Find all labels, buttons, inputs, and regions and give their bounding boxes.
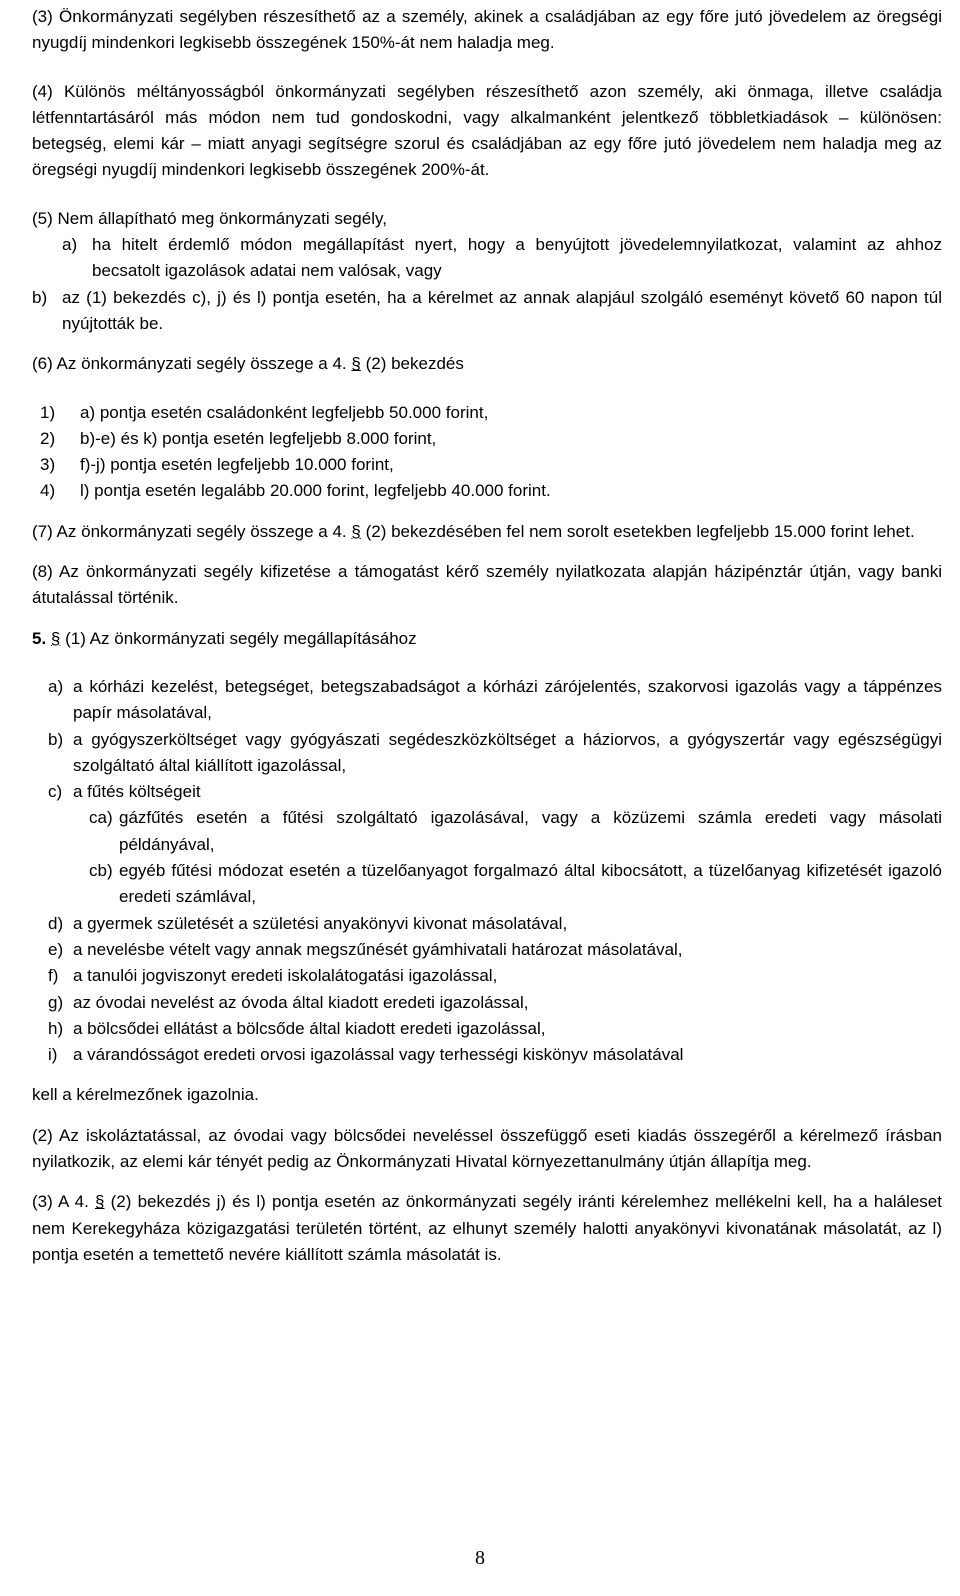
page-number: 8 [475, 1547, 485, 1569]
amount-list [32, 400, 942, 505]
section-sign: § [351, 354, 361, 374]
list-item: a) a kórházi kezelést, betegséget, betegszabadságot a kórházi zárójelentés, szakorvosi igazolás vagy a táppénzes papír másolatával, [48, 676, 942, 723]
list-item: c) a fűtés költségeit [48, 782, 201, 802]
list-item: cb) egyéb fűtési módozat esetén a tüzelőanyagot forgalmazó által kibocsátott, a tüzelőanyag kifizetését igazoló eredeti számlával, [89, 861, 942, 907]
list-item: f) a tanulói jogviszonyt eredeti iskolalátogatási igazolással, [48, 966, 498, 986]
list-text: ha hitelt érdemlő módon megállapítást nyert, hogy a benyújtott jövedelemnyilatkozat, valamint az ahhoz becsatolt igazolások adatai nem valósak, vagy [92, 235, 942, 281]
section-5-heading: 5. § (1) Az önkormányzati segély megállapításához [32, 628, 417, 648]
paragraph-8: (8) Az önkormányzati segély kifizetése a támogatást kérő személy nyilatkozata alapján házipénztár útján, vagy banki átutalással történik. [32, 562, 942, 608]
list-item: 3) f)-j) pontja esetén legfeljebb 10.000 forint, [40, 455, 394, 475]
paragraph-4: (4) Különös méltányosságból önkormányzati segélyben részesíthető azon személy, aki önmaga, illetve családja létfenntartásáról más módon nem tud gondoskodni, vagy alkalmanként jelentkező többletkiadások – különösen: betegség, elemi kár – miatt anyagi segítségre szorul és családjában az egy főre jutó jövedelem nem haladja meg az öregségi nyugdíj mindenkori legkisebb összegének 200%-át. [32, 81, 942, 180]
list-item: ca) gázfűtés esetén a fűtési szolgáltató igazolásával, vagy a közüzemi számla eredeti vagy másolati példányával, [89, 808, 942, 854]
section-sign: § [94, 1192, 105, 1212]
list-item: h) a bölcsődei ellátást a bölcsőde által kiadott eredeti igazolással, [48, 1018, 546, 1038]
section-5-closing: kell a kérelmezőnek igazolnia. [32, 1085, 259, 1105]
document-page [32, 4, 942, 1268]
list-label: b) [32, 287, 48, 307]
list-item: i) a várandósságot eredeti orvosi igazolással vagy terhességi kiskönyv másolatával [48, 1045, 684, 1065]
list-label: a) [62, 235, 78, 255]
list-item: b) a gyógyszerköltséget vagy gyógyászati segédeszközköltséget a háziorvos, a gyógyszertár vagy egészségügyi szolgáltató által kiállított igazolással, [48, 729, 942, 775]
proof-list [32, 674, 942, 1068]
list-text: az (1) bekezdés c), j) és l) pontja esetén, ha a kérelmet az annak alapjául szolgáló eseményt követő 60 napon túl nyújtották be. [62, 287, 942, 333]
paragraph-3: (3) Önkormányzati segélyben részesíthető az a személy, akinek a családjában az egy főre jutó jövedelem az öregségi nyugdíj mindenkori legkisebb összegének 150%-át nem haladja meg. [32, 7, 942, 53]
list-item: 4) l) pontja esetén legalább 20.000 forint, legfeljebb 40.000 forint. [40, 481, 551, 501]
list-item: d) a gyermek születését a születési anyakönyvi kivonat másolatával, [48, 913, 568, 933]
list-item [32, 232, 942, 285]
paragraph-6-intro: (6) Az önkormányzati segély összege a 4. § (2) bekezdés [32, 354, 464, 374]
list-item [32, 285, 942, 338]
paragraph-7: (7) Az önkormányzati segély összege a 4. § (2) bekezdésében fel nem sorolt esetekben legfeljebb 15.000 forint lehet. [32, 521, 915, 541]
paragraph-5-intro: (5) Nem állapítható meg önkormányzati segély, [32, 208, 387, 228]
list-item: 2) b)-e) és k) pontja esetén legfeljebb 8.000 forint, [40, 428, 437, 448]
list-item: g) az óvodai nevelést az óvoda által kiadott eredeti igazolással, [48, 992, 529, 1012]
list-item: 1) a) pontja esetén családonként legfeljebb 50.000 forint, [40, 402, 489, 422]
list-item: e) a nevelésbe vételt vagy annak megszűnését gyámhivatali határozat másolatával, [48, 939, 683, 959]
section-5-paragraph-2: (2) Az iskoláztatással, az óvodai vagy bölcsődei neveléssel összefüggő eseti kiadás összegéről a kérelmező írásban nyilatkozik, az elemi kár tényét pedig az Önkormányzati Hivatal környezettanulmány útján állapítja meg. [32, 1125, 942, 1171]
section-5-paragraph-3: (3) A 4. § (2) bekezdés j) és l) pontja esetén az önkormányzati segély iránti kérelemhez mellékelni kell, ha a haláleset nem Kerekegyháza közigazgatási területén történt, az elhunyt személy halotti anyakönyvi kivonatának másolatát, az l) pontja esetén a temettető nevére kiállított számla másolatát is. [32, 1192, 942, 1264]
section-sign: § [50, 628, 61, 648]
heating-sublist [48, 805, 942, 910]
section-sign: § [351, 521, 361, 541]
